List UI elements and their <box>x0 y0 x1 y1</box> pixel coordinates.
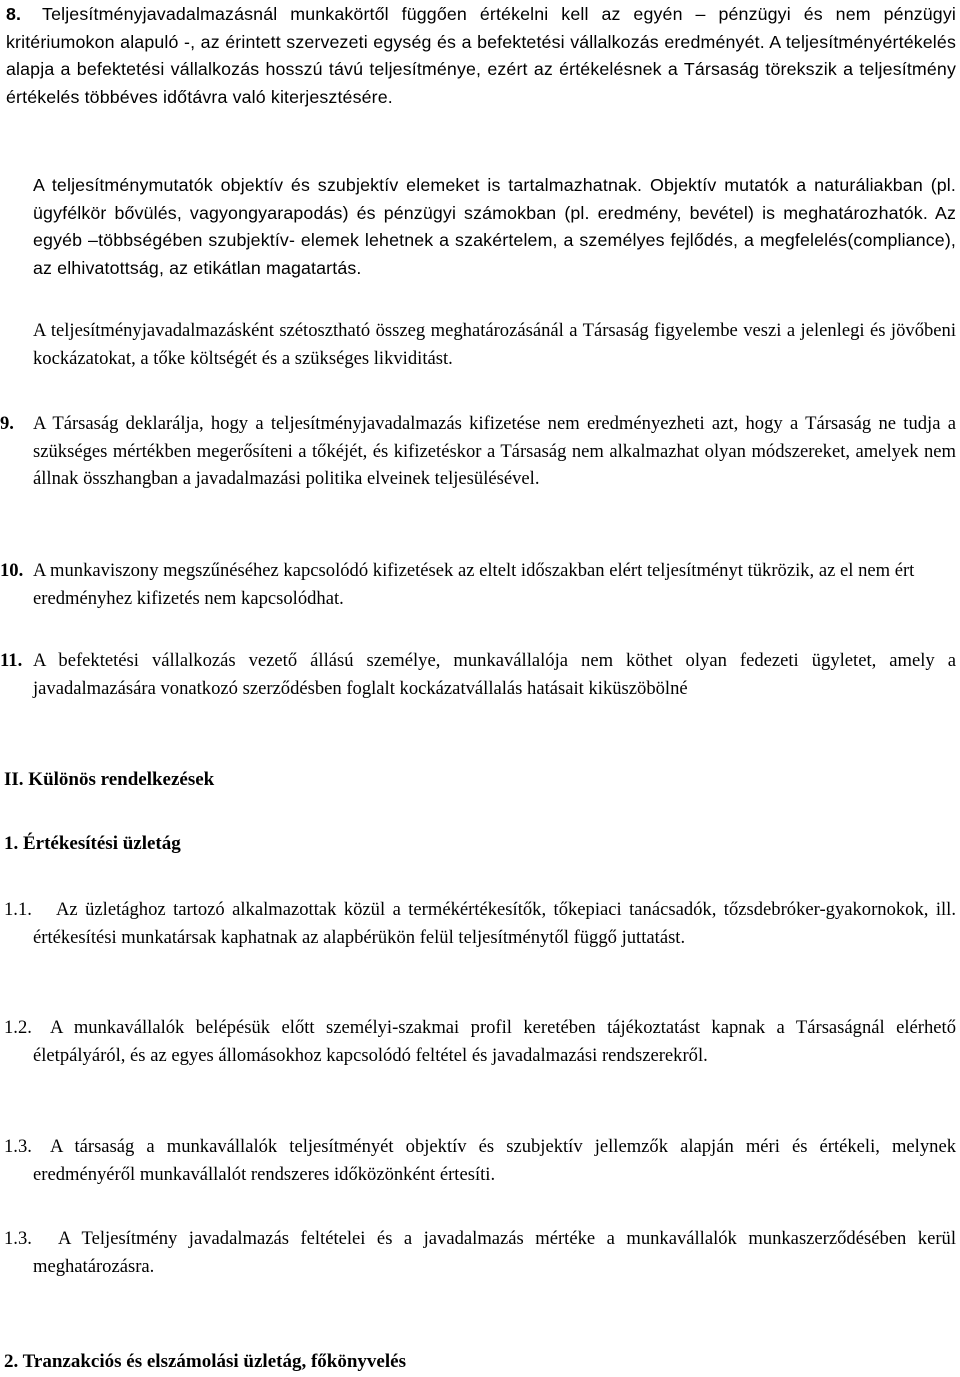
section-10-text: A munkaviszony megszűnéséhez kapcsolódó kifizetések az eltelt időszakban elért teljesítményt tükrözik, az el nem ért eredményhez kifizetés nem kapcsolódhat. <box>33 560 915 609</box>
item-1-2 <box>4 1014 956 1069</box>
section-11-paragraph <box>0 647 956 702</box>
item-1-3-second-text: A Teljesítmény javadalmazás feltételei és a javadalmazás mértéke a munkavállalók munkaszerződésében kerül meghatározásra. <box>33 1228 956 1277</box>
item-1-3-number: 1.3. <box>4 1136 32 1157</box>
heading-transactions-division: 2. Tranzakciós és elszámolási üzletág, főkönyvelés <box>4 1351 406 1372</box>
item-1-3 <box>4 1133 956 1188</box>
section-8-number: 8. <box>6 4 22 24</box>
section-9-text: A Társaság deklarálja, hogy a teljesítményjavadalmazás kifizetése nem eredményezheti azt, hogy a Társaság ne tudja a szükséges mértékben megerősíteni a tőkéjét, és kifizetéskor a Társaság nem alkalmazhat olyan módszereket, amelyek nem állnak összhangban a javadalmazási politika elveinek teljesülésével. <box>33 413 956 490</box>
section-8-text-1: Teljesítményjavadalmazásnál munkakörtől függően értékelni kell az egyén – pénzügyi és nem pénzügyi kritériumokon alapuló -, az érintett szervezeti egység és a befektetési vállalkozás eredményét. A teljesítményértékelés alapja a befektetési vállalkozás hosszú távú teljesítménye, ezért az értékelésnek a Társaság törekszik a teljesítmény értékelés többéves időtávra való kiterjesztésére. <box>6 4 956 107</box>
section-8-paragraph-3 <box>33 317 956 372</box>
item-1-2-number: 1.2. <box>4 1017 32 1038</box>
section-8-paragraph-2 <box>33 172 956 282</box>
section-9-paragraph <box>0 410 956 493</box>
item-1-1-text: Az üzletághoz tartozó alkalmazottak közül a termékértékesítők, tőkepiaci tanácsadók, tőzsdebróker-gyakornokok, ill. értékesítési munkatársak kaphatnak az alapbérükön felül teljesítménytől függő juttatást. <box>33 899 956 948</box>
section-9-number: 9. <box>0 413 14 434</box>
section-8-text-2: A teljesítménymutatók objektív és szubjektív elemeket is tartalmazhatnak. Objektív mutatók a naturáliakban (pl. ügyfélkör bővülés, vagyongyarapodás) és pénzügyi számokban (pl. eredmény, bevétel) is meghatározhatók. Az egyéb –többségében szubjektív- elemek lehetnek a szakértelem, a személyes fejlődés, a megfelelés(compliance), az elhivatottság, az etikátlan magatartás. <box>33 175 956 278</box>
item-1-3-second-number: 1.3. <box>4 1228 32 1249</box>
heading-sales-division: 1. Értékesítési üzletág <box>4 833 181 854</box>
heading-special-provisions: II. Különös rendelkezések <box>4 769 215 790</box>
section-8-text-3: A teljesítményjavadalmazásként szétosztható összeg meghatározásánál a Társaság figyelembe veszi a jelenlegi és jövőbeni kockázatokat, a tőke költségét és a szükséges likviditást. <box>33 320 956 369</box>
item-1-2-text: A munkavállalók belépésük előtt személyi-szakmai profil keretében tájékoztatást kapnak a Társaságnál elérhető életpályáról, és az egyes állomásokhoz kapcsolódó feltétel és javadalmazási rendszerekről. <box>33 1017 956 1066</box>
section-11-number: 11. <box>0 650 23 671</box>
section-11-text: A befektetési vállalkozás vezető állású személye, munkavállalója nem köthet olyan fedezeti ügyletet, amely a javadalmazására vonatkozó szerződésben foglalt kockázatvállalás hatásait kiküszöbölné <box>33 650 956 699</box>
section-8-paragraph-1 <box>6 1 956 111</box>
section-10-number: 10. <box>0 560 24 581</box>
item-1-3-second <box>4 1225 956 1280</box>
section-10-paragraph <box>0 557 956 612</box>
item-1-1-number: 1.1. <box>4 899 32 920</box>
item-1-1 <box>4 896 956 951</box>
item-1-3-text: A társaság a munkavállalók teljesítményét objektív és szubjektív jellemzők alapján méri és értékeli, melynek eredményéről munkavállalót rendszeres időközönként értesíti. <box>33 1136 956 1185</box>
